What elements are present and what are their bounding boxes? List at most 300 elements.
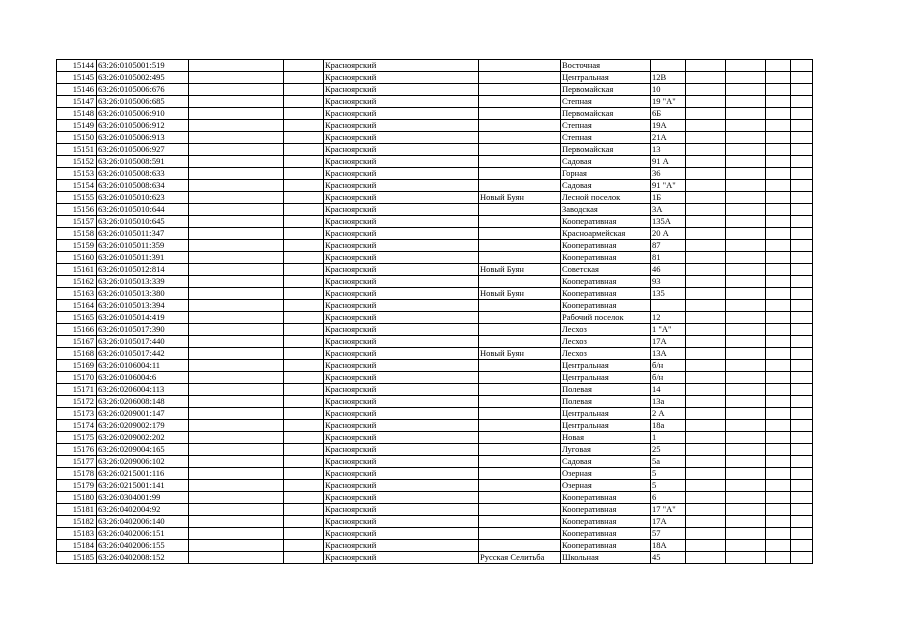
empty-cell [189, 408, 284, 420]
empty-cell [189, 420, 284, 432]
district-cell: Красноярский [324, 252, 479, 264]
empty-cell [284, 396, 324, 408]
empty-cell [284, 216, 324, 228]
row-number-cell: 15176 [57, 444, 97, 456]
empty-cell [189, 372, 284, 384]
table-row [57, 324, 813, 336]
empty-cell [189, 276, 284, 288]
empty-cell [686, 456, 726, 468]
table-row [57, 456, 813, 468]
empty-cell [686, 408, 726, 420]
empty-cell [686, 336, 726, 348]
empty-cell [189, 456, 284, 468]
district-cell: Красноярский [324, 132, 479, 144]
empty-cell [726, 348, 766, 360]
district-cell: Красноярский [324, 180, 479, 192]
street-cell: Центральная [561, 372, 651, 384]
street-cell: Новая [561, 432, 651, 444]
cadastral-number-cell: 63:26:0105011:347 [97, 228, 189, 240]
district-cell: Красноярский [324, 528, 479, 540]
cadastral-number-cell: 63:26:0402004:92 [97, 504, 189, 516]
empty-cell [791, 432, 813, 444]
row-number-cell: 15172 [57, 396, 97, 408]
street-cell: Кооперативная [561, 288, 651, 300]
empty-cell [791, 444, 813, 456]
empty-cell [791, 480, 813, 492]
empty-cell [284, 324, 324, 336]
empty-cell [686, 492, 726, 504]
street-cell: Кооперативная [561, 240, 651, 252]
empty-cell [189, 504, 284, 516]
property-table [56, 59, 813, 564]
empty-cell [726, 312, 766, 324]
house-cell: б/н [651, 372, 686, 384]
empty-cell [686, 300, 726, 312]
empty-cell [726, 84, 766, 96]
district-cell: Красноярский [324, 96, 479, 108]
settlement-cell [479, 456, 561, 468]
empty-cell [791, 60, 813, 72]
cadastral-number-cell: 63:26:0304001:99 [97, 492, 189, 504]
table-row [57, 144, 813, 156]
house-cell: 19 "А" [651, 96, 686, 108]
house-cell: 18А [651, 540, 686, 552]
settlement-cell [479, 168, 561, 180]
settlement-cell [479, 144, 561, 156]
empty-cell [791, 132, 813, 144]
empty-cell [284, 456, 324, 468]
district-cell: Красноярский [324, 420, 479, 432]
empty-cell [726, 168, 766, 180]
empty-cell [726, 192, 766, 204]
empty-cell [189, 552, 284, 564]
empty-cell [791, 372, 813, 384]
district-cell: Красноярский [324, 312, 479, 324]
house-cell: 57 [651, 528, 686, 540]
empty-cell [791, 84, 813, 96]
empty-cell [726, 96, 766, 108]
empty-cell [791, 192, 813, 204]
empty-cell [791, 216, 813, 228]
empty-cell [284, 204, 324, 216]
house-cell: 19А [651, 120, 686, 132]
empty-cell [284, 240, 324, 252]
row-number-cell: 15162 [57, 276, 97, 288]
street-cell: Кооперативная [561, 276, 651, 288]
cadastral-number-cell: 63:26:0105006:913 [97, 132, 189, 144]
empty-cell [726, 252, 766, 264]
cadastral-number-cell: 63:26:0206004:113 [97, 384, 189, 396]
empty-cell [686, 156, 726, 168]
settlement-cell [479, 408, 561, 420]
empty-cell [726, 216, 766, 228]
settlement-cell [479, 396, 561, 408]
table-row [57, 540, 813, 552]
empty-cell [189, 144, 284, 156]
empty-cell [726, 372, 766, 384]
row-number-cell: 15158 [57, 228, 97, 240]
row-number-cell: 15171 [57, 384, 97, 396]
empty-cell [791, 300, 813, 312]
empty-cell [766, 264, 791, 276]
house-cell: 20 А [651, 228, 686, 240]
street-cell: Озерная [561, 468, 651, 480]
empty-cell [726, 384, 766, 396]
empty-cell [686, 228, 726, 240]
empty-cell [791, 72, 813, 84]
empty-cell [189, 180, 284, 192]
empty-cell [686, 192, 726, 204]
empty-cell [189, 264, 284, 276]
empty-cell [686, 108, 726, 120]
empty-cell [791, 156, 813, 168]
row-number-cell: 15148 [57, 108, 97, 120]
house-cell [651, 60, 686, 72]
row-number-cell: 15155 [57, 192, 97, 204]
empty-cell [726, 492, 766, 504]
row-number-cell: 15153 [57, 168, 97, 180]
house-cell: 5а [651, 456, 686, 468]
empty-cell [726, 300, 766, 312]
empty-cell [284, 72, 324, 84]
house-cell: 6 [651, 492, 686, 504]
empty-cell [189, 60, 284, 72]
empty-cell [766, 108, 791, 120]
empty-cell [766, 72, 791, 84]
empty-cell [686, 432, 726, 444]
house-cell: 3А [651, 204, 686, 216]
row-number-cell: 15173 [57, 408, 97, 420]
table-row [57, 336, 813, 348]
settlement-cell: Новый Буян [479, 192, 561, 204]
empty-cell [791, 312, 813, 324]
street-cell: Центральная [561, 420, 651, 432]
empty-cell [791, 264, 813, 276]
empty-cell [284, 528, 324, 540]
empty-cell [284, 168, 324, 180]
street-cell: Садовая [561, 180, 651, 192]
empty-cell [686, 528, 726, 540]
empty-cell [189, 540, 284, 552]
house-cell [651, 300, 686, 312]
empty-cell [189, 252, 284, 264]
settlement-cell [479, 312, 561, 324]
empty-cell [791, 276, 813, 288]
empty-cell [726, 468, 766, 480]
settlement-cell: Новый Буян [479, 288, 561, 300]
settlement-cell [479, 516, 561, 528]
street-cell: Кооперативная [561, 528, 651, 540]
street-cell: Степная [561, 120, 651, 132]
street-cell: Полевая [561, 384, 651, 396]
settlement-cell [479, 204, 561, 216]
empty-cell [766, 516, 791, 528]
street-cell: Лесхоз [561, 324, 651, 336]
settlement-cell [479, 96, 561, 108]
cadastral-number-cell: 63:26:0105006:912 [97, 120, 189, 132]
empty-cell [284, 384, 324, 396]
empty-cell [686, 84, 726, 96]
empty-cell [284, 348, 324, 360]
empty-cell [791, 492, 813, 504]
empty-cell [189, 384, 284, 396]
empty-cell [284, 360, 324, 372]
table-row [57, 84, 813, 96]
district-cell: Красноярский [324, 216, 479, 228]
empty-cell [726, 516, 766, 528]
table-row [57, 120, 813, 132]
house-cell: 17А [651, 516, 686, 528]
house-cell: 12В [651, 72, 686, 84]
empty-cell [766, 84, 791, 96]
empty-cell [766, 204, 791, 216]
empty-cell [189, 492, 284, 504]
street-cell: Полевая [561, 396, 651, 408]
empty-cell [726, 360, 766, 372]
house-cell: 6Б [651, 108, 686, 120]
row-number-cell: 15156 [57, 204, 97, 216]
district-cell: Красноярский [324, 144, 479, 156]
settlement-cell: Русская Селитьба [479, 552, 561, 564]
empty-cell [686, 252, 726, 264]
row-number-cell: 15160 [57, 252, 97, 264]
empty-cell [189, 360, 284, 372]
settlement-cell [479, 420, 561, 432]
house-cell: 5 [651, 480, 686, 492]
street-cell: Заводская [561, 204, 651, 216]
row-number-cell: 15149 [57, 120, 97, 132]
empty-cell [791, 540, 813, 552]
empty-cell [686, 348, 726, 360]
table-row [57, 348, 813, 360]
cadastral-number-cell: 63:26:0206008:148 [97, 396, 189, 408]
district-cell: Красноярский [324, 192, 479, 204]
empty-cell [284, 372, 324, 384]
empty-cell [766, 528, 791, 540]
empty-cell [766, 240, 791, 252]
empty-cell [284, 480, 324, 492]
settlement-cell [479, 324, 561, 336]
empty-cell [726, 264, 766, 276]
empty-cell [791, 228, 813, 240]
empty-cell [766, 300, 791, 312]
empty-cell [686, 120, 726, 132]
empty-cell [686, 204, 726, 216]
house-cell: 46 [651, 264, 686, 276]
empty-cell [284, 444, 324, 456]
empty-cell [791, 348, 813, 360]
house-cell: 5 [651, 468, 686, 480]
empty-cell [726, 408, 766, 420]
street-cell: Озерная [561, 480, 651, 492]
empty-cell [189, 120, 284, 132]
row-number-cell: 15175 [57, 432, 97, 444]
district-cell: Красноярский [324, 444, 479, 456]
district-cell: Красноярский [324, 168, 479, 180]
empty-cell [189, 228, 284, 240]
empty-cell [766, 120, 791, 132]
street-cell: Лесхоз [561, 336, 651, 348]
house-cell: 13а [651, 396, 686, 408]
street-cell: Садовая [561, 156, 651, 168]
settlement-cell [479, 540, 561, 552]
empty-cell [726, 444, 766, 456]
table-row [57, 504, 813, 516]
empty-cell [766, 228, 791, 240]
empty-cell [189, 288, 284, 300]
empty-cell [284, 408, 324, 420]
row-number-cell: 15164 [57, 300, 97, 312]
street-cell: Центральная [561, 72, 651, 84]
empty-cell [284, 288, 324, 300]
street-cell: Луговая [561, 444, 651, 456]
row-number-cell: 15180 [57, 492, 97, 504]
house-cell: 81 [651, 252, 686, 264]
cadastral-number-cell: 63:26:0105006:910 [97, 108, 189, 120]
cadastral-number-cell: 63:26:0105013:394 [97, 300, 189, 312]
empty-cell [284, 540, 324, 552]
empty-cell [726, 204, 766, 216]
district-cell: Красноярский [324, 348, 479, 360]
empty-cell [686, 216, 726, 228]
empty-cell [766, 276, 791, 288]
district-cell: Красноярский [324, 72, 479, 84]
table-row [57, 192, 813, 204]
empty-cell [766, 192, 791, 204]
empty-cell [791, 252, 813, 264]
table-body [57, 60, 813, 564]
cadastral-number-cell: 63:26:0209001:147 [97, 408, 189, 420]
table-row [57, 264, 813, 276]
empty-cell [189, 204, 284, 216]
street-cell: Рабочий поселок [561, 312, 651, 324]
empty-cell [766, 372, 791, 384]
empty-cell [766, 348, 791, 360]
cadastral-number-cell: 63:26:0105001:519 [97, 60, 189, 72]
cadastral-number-cell: 63:26:0105006:685 [97, 96, 189, 108]
street-cell: Советская [561, 264, 651, 276]
settlement-cell [479, 504, 561, 516]
house-cell: 1Б [651, 192, 686, 204]
empty-cell [686, 360, 726, 372]
house-cell: 135А [651, 216, 686, 228]
empty-cell [791, 96, 813, 108]
row-number-cell: 15146 [57, 84, 97, 96]
empty-cell [686, 132, 726, 144]
empty-cell [284, 492, 324, 504]
empty-cell [686, 372, 726, 384]
row-number-cell: 15169 [57, 360, 97, 372]
empty-cell [189, 156, 284, 168]
house-cell: 91 А [651, 156, 686, 168]
settlement-cell [479, 156, 561, 168]
district-cell: Красноярский [324, 228, 479, 240]
cadastral-number-cell: 63:26:0105017:440 [97, 336, 189, 348]
house-cell: 36 [651, 168, 686, 180]
empty-cell [284, 96, 324, 108]
empty-cell [726, 228, 766, 240]
settlement-cell [479, 84, 561, 96]
empty-cell [686, 396, 726, 408]
settlement-cell [479, 228, 561, 240]
empty-cell [686, 468, 726, 480]
empty-cell [791, 108, 813, 120]
empty-cell [189, 132, 284, 144]
cadastral-number-cell: 63:26:0105008:591 [97, 156, 189, 168]
row-number-cell: 15157 [57, 216, 97, 228]
empty-cell [284, 192, 324, 204]
row-number-cell: 15166 [57, 324, 97, 336]
table-row [57, 300, 813, 312]
empty-cell [686, 504, 726, 516]
empty-cell [791, 288, 813, 300]
house-cell: 13 [651, 144, 686, 156]
row-number-cell: 15167 [57, 336, 97, 348]
table-row [57, 252, 813, 264]
empty-cell [726, 156, 766, 168]
cadastral-number-cell: 63:26:0105006:676 [97, 84, 189, 96]
empty-cell [686, 516, 726, 528]
table-row [57, 528, 813, 540]
street-cell: Первомайская [561, 84, 651, 96]
row-number-cell: 15144 [57, 60, 97, 72]
empty-cell [766, 96, 791, 108]
house-cell: 91 "А" [651, 180, 686, 192]
empty-cell [726, 288, 766, 300]
empty-cell [189, 468, 284, 480]
district-cell: Красноярский [324, 396, 479, 408]
cadastral-number-cell: 63:26:0105017:442 [97, 348, 189, 360]
street-cell: Кооперативная [561, 216, 651, 228]
empty-cell [686, 312, 726, 324]
house-cell: 17А [651, 336, 686, 348]
empty-cell [284, 144, 324, 156]
empty-cell [284, 252, 324, 264]
empty-cell [766, 168, 791, 180]
table-row [57, 360, 813, 372]
settlement-cell [479, 300, 561, 312]
empty-cell [189, 84, 284, 96]
empty-cell [284, 420, 324, 432]
settlement-cell [479, 132, 561, 144]
settlement-cell [479, 276, 561, 288]
table-row [57, 444, 813, 456]
empty-cell [791, 456, 813, 468]
empty-cell [686, 552, 726, 564]
row-number-cell: 15150 [57, 132, 97, 144]
cadastral-number-cell: 63:26:0105013:339 [97, 276, 189, 288]
cadastral-number-cell: 63:26:0402006:151 [97, 528, 189, 540]
table-row [57, 516, 813, 528]
house-cell: б/н [651, 360, 686, 372]
cadastral-number-cell: 63:26:0106004:11 [97, 360, 189, 372]
street-cell: Лесной поселок [561, 192, 651, 204]
empty-cell [726, 432, 766, 444]
district-cell: Красноярский [324, 468, 479, 480]
house-cell: 25 [651, 444, 686, 456]
empty-cell [284, 504, 324, 516]
empty-cell [284, 156, 324, 168]
empty-cell [791, 180, 813, 192]
table-row [57, 156, 813, 168]
empty-cell [686, 264, 726, 276]
empty-cell [766, 252, 791, 264]
empty-cell [791, 516, 813, 528]
house-cell: 18а [651, 420, 686, 432]
empty-cell [766, 180, 791, 192]
row-number-cell: 15163 [57, 288, 97, 300]
table-row [57, 372, 813, 384]
